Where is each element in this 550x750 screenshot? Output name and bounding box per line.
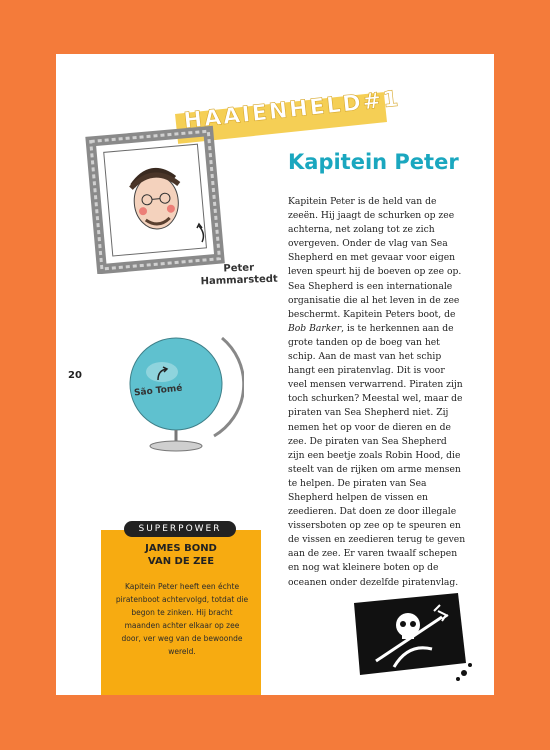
pirate-flag-illustration bbox=[346, 589, 476, 684]
banner-title: HAAIENHELD#1 bbox=[182, 86, 402, 135]
superpower-label: SUPERPOWER bbox=[124, 521, 236, 537]
body-text-part-1: Kapitein Peter is de held van de zeeën. Hij jaagt de schurken op zee achterna, net zolang tot ze zich overgeven. Onder de vlag van Sea Shepherd en met gevaar voor eigen leven speurt hij de boeven op zee op. Sea Shepherd is een internationale organisatie die al het leven in de zee beschermt. Kapitein Peters boot, de bbox=[288, 196, 462, 320]
caption-first-name: Peter bbox=[223, 262, 255, 275]
article-title: Kapitein Peter bbox=[288, 150, 459, 174]
book-page bbox=[56, 54, 494, 695]
portrait-frame-illustration bbox=[84, 124, 228, 274]
superpower-heading-line1: JAMES BOND bbox=[145, 543, 217, 554]
superpower-text: Kapitein Peter heeft een échte piratenboot achtervolgd, totdat die begon te zinken. Hij bracht maanden achter elkaar op zee door, ver weg van de bewoonde wereld. bbox=[115, 582, 249, 656]
page-number: 20 bbox=[68, 370, 82, 381]
caption-last-name: Hammarstedt bbox=[200, 273, 278, 288]
superpower-box bbox=[101, 524, 261, 695]
portrait-caption bbox=[199, 262, 280, 289]
article-body bbox=[288, 195, 466, 590]
body-text-part-2: , is te herkennen aan de grote tanden op de boeg van het schip. Aan de mast van het schip hangt een piratenvlag. Dit is voor veel mensen verwarrend. Piraten zijn toch schurken? Meestal wel, maar de piraten van Sea Shepherd niet. Zij nemen het op voor de dieren en de zee. De piraten van Sea Shepherd zijn een beetje zoals Robin Hood, die steelt van de rijken om arme mensen te helpen. De piraten van Sea Shepherd helpen de vissen en zeedieren. Dat doen ze door illegale vissersboten op zee op te speuren en de vissen en zeedieren terug te geven aan de zee. Er varen twaalf schepen en nog wat kleinere boten op de oceanen onder dezelfde piratenvlag. bbox=[288, 322, 466, 588]
boat-name: Bob Barker bbox=[288, 322, 342, 334]
superpower-heading-line2: VAN DE ZEE bbox=[147, 556, 215, 567]
globe-label: São Tomé bbox=[133, 383, 183, 399]
superpower-heading bbox=[111, 542, 251, 568]
